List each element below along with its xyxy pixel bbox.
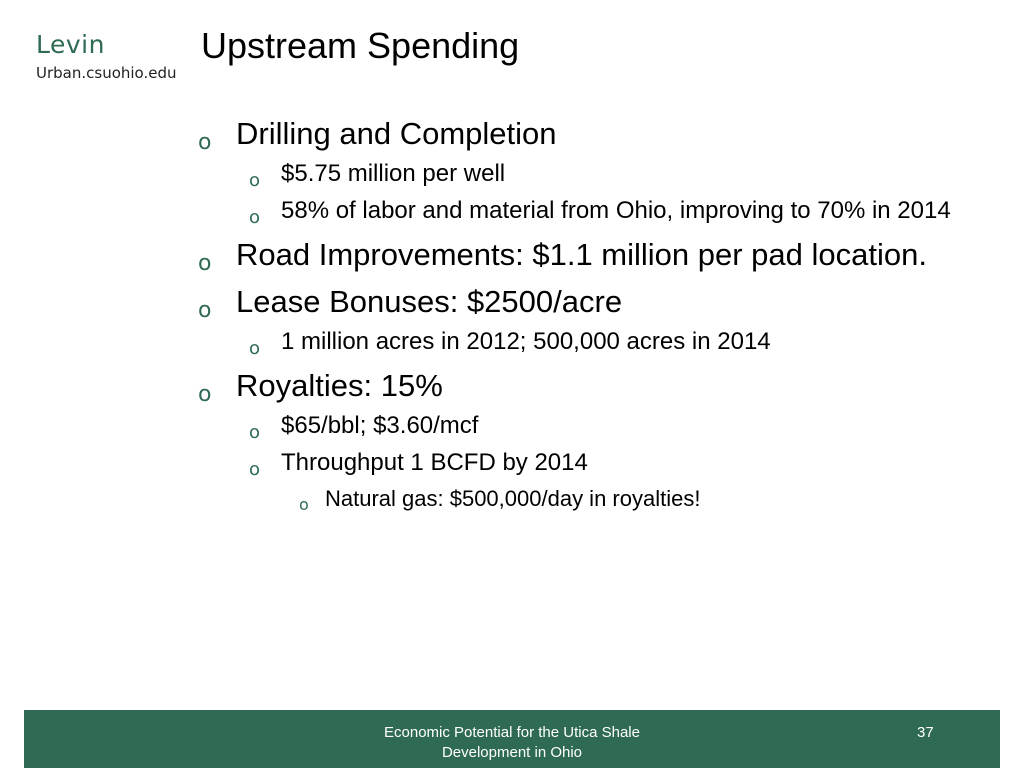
bullet-circle-icon: o (249, 338, 261, 359)
sub-bullet-cost-per-well (196, 157, 986, 190)
bullet-circle-icon: o (249, 207, 261, 228)
bullet-text: 1 million acres in 2012; 500,000 acres in 2014 (281, 328, 771, 355)
bullet-circle-icon: o (198, 382, 212, 407)
footer-title: Economic Potential for the Utica Shale Development in Ohio (384, 724, 640, 761)
bullet-circle-icon: o (249, 459, 261, 480)
page-number: 37 (917, 724, 934, 741)
bullet-drilling (196, 115, 986, 153)
bullet-circle-icon: o (249, 170, 261, 191)
slide-title: Upstream Spending (201, 25, 520, 66)
bullet-text: $65/bbl; $3.60/mcf (281, 412, 479, 439)
bullet-text: Lease Bonuses: $2500/acre (236, 284, 623, 319)
bullet-text: Royalties: 15% (236, 368, 443, 403)
bullet-circle-icon: o (299, 495, 309, 514)
logo-name: Levin (36, 30, 105, 59)
sub-bullet-ohio-share (196, 194, 986, 227)
bullet-circle-icon: o (198, 251, 212, 276)
sub-sub-bullet-natural-gas (196, 484, 986, 514)
bullet-text: Road Improvements: $1.1 million per pad location. (236, 237, 927, 272)
bullet-text: $5.75 million per well (281, 160, 506, 187)
bullet-circle-icon: o (198, 298, 212, 323)
bullet-list (196, 106, 986, 514)
bullet-royalties (196, 367, 986, 405)
bullet-lease-bonuses (196, 283, 986, 321)
footer-bar (24, 710, 1000, 768)
bullet-text: Natural gas: $500,000/day in royalties! (325, 486, 701, 511)
bullet-text: 58% of labor and material from Ohio, improving to 70% in 2014 (281, 197, 951, 224)
bullet-circle-icon: o (198, 130, 212, 155)
sub-bullet-acres (196, 325, 986, 358)
sub-bullet-prices (196, 409, 986, 442)
bullet-text: Drilling and Completion (236, 116, 557, 151)
bullet-text: Throughput 1 BCFD by 2014 (281, 449, 588, 476)
logo-url: Urban.csuohio.edu (36, 64, 177, 82)
sub-bullet-throughput (196, 446, 986, 479)
bullet-road-improvements (196, 236, 986, 274)
levin-logo (36, 30, 177, 83)
bullet-circle-icon: o (249, 422, 261, 443)
